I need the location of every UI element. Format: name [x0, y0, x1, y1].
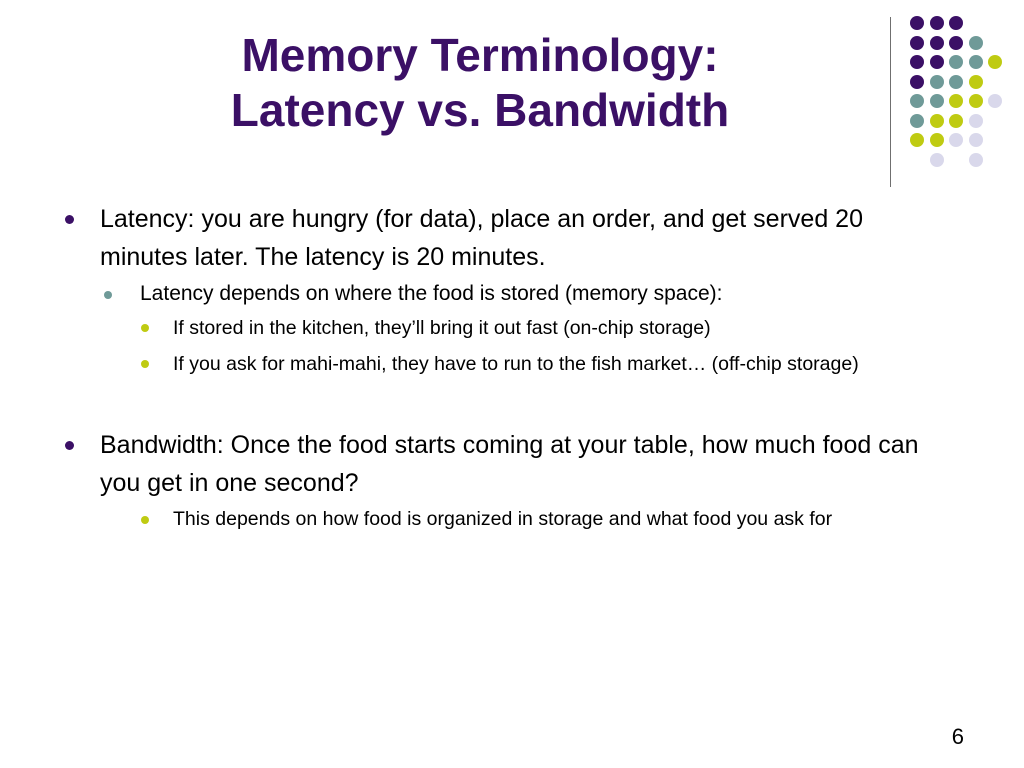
- decorative-dot-icon: [969, 114, 983, 128]
- decorative-dot-icon: [930, 55, 944, 69]
- subsub-bullet-dot-icon: [141, 324, 149, 332]
- bullet-latency-text: Latency: you are hungry (for data), place an order, and get served 20 minutes later. The latency is 20 minutes.: [100, 205, 863, 271]
- decorative-dot-icon: [949, 94, 963, 108]
- title-divider: [890, 17, 891, 187]
- bullet-bandwidth: [56, 426, 956, 502]
- decorative-dot-icon: [910, 55, 924, 69]
- decorative-dot-icon: [949, 75, 963, 89]
- slide-title: [120, 28, 840, 138]
- subsub-bullet-storage-organization: [56, 502, 956, 536]
- decorative-dot-icon: [930, 94, 944, 108]
- decorative-dot-icon: [949, 55, 963, 69]
- decorative-dot-icon: [910, 75, 924, 89]
- decorative-dot-icon: [949, 133, 963, 147]
- decorative-dot-icon: [930, 133, 944, 147]
- decorative-dot-icon: [930, 36, 944, 50]
- decorative-dot-icon: [949, 36, 963, 50]
- decorative-dot-icon: [910, 36, 924, 50]
- decorative-dot-icon: [910, 133, 924, 147]
- decorative-dot-icon: [910, 16, 924, 30]
- decorative-dot-icon: [969, 94, 983, 108]
- title-line-2: Latency vs. Bandwidth: [230, 84, 730, 137]
- decorative-dot-icon: [910, 114, 924, 128]
- sub-bullet-dot-icon: [104, 291, 112, 299]
- decorative-dot-icon: [910, 94, 924, 108]
- decorative-dot-icon: [988, 55, 1002, 69]
- decorative-dot-icon: [969, 133, 983, 147]
- sub-bullet-latency-depends: [56, 278, 956, 310]
- page-number: 6: [951, 724, 964, 749]
- decorative-dot-icon: [930, 114, 944, 128]
- subsub-bullet-kitchen-text: If stored in the kitchen, they’ll bring it out fast (on-chip storage): [173, 317, 711, 339]
- decorative-dot-icon: [969, 153, 983, 167]
- title-line-1: Memory Terminology:: [241, 29, 719, 81]
- decorative-dot-icon: [930, 75, 944, 89]
- sub-bullet-latency-depends-text: Latency depends on where the food is stored (memory space):: [140, 282, 723, 305]
- subsub-bullet-dot-icon: [141, 360, 149, 368]
- decorative-dot-icon: [930, 16, 944, 30]
- decorative-dot-icon: [949, 16, 963, 30]
- decorative-dot-icon: [969, 36, 983, 50]
- bullet-bandwidth-text: Bandwidth: Once the food starts coming at your table, how much food can you get in one second?: [100, 431, 919, 497]
- subsub-bullet-fish-market: [56, 346, 956, 382]
- subsub-bullet-fish-market-text: If you ask for mahi-mahi, they have to run to the fish market… (off-chip storage): [173, 353, 859, 375]
- decorative-dot-icon: [969, 55, 983, 69]
- decorative-dot-grid: [910, 16, 1010, 166]
- decorative-dot-icon: [969, 75, 983, 89]
- decorative-dot-icon: [949, 114, 963, 128]
- decorative-dot-icon: [930, 153, 944, 167]
- bullet-dot-icon: [65, 215, 74, 224]
- subsub-bullet-storage-organization-text: This depends on how food is organized in storage and what food you ask for: [173, 508, 833, 530]
- bullet-latency: [56, 200, 956, 276]
- subsub-bullet-kitchen: [56, 310, 956, 346]
- decorative-dot-icon: [988, 94, 1002, 108]
- bullet-dot-icon: [65, 441, 74, 450]
- subsub-bullet-dot-icon: [141, 516, 149, 524]
- slide-body: [56, 200, 956, 536]
